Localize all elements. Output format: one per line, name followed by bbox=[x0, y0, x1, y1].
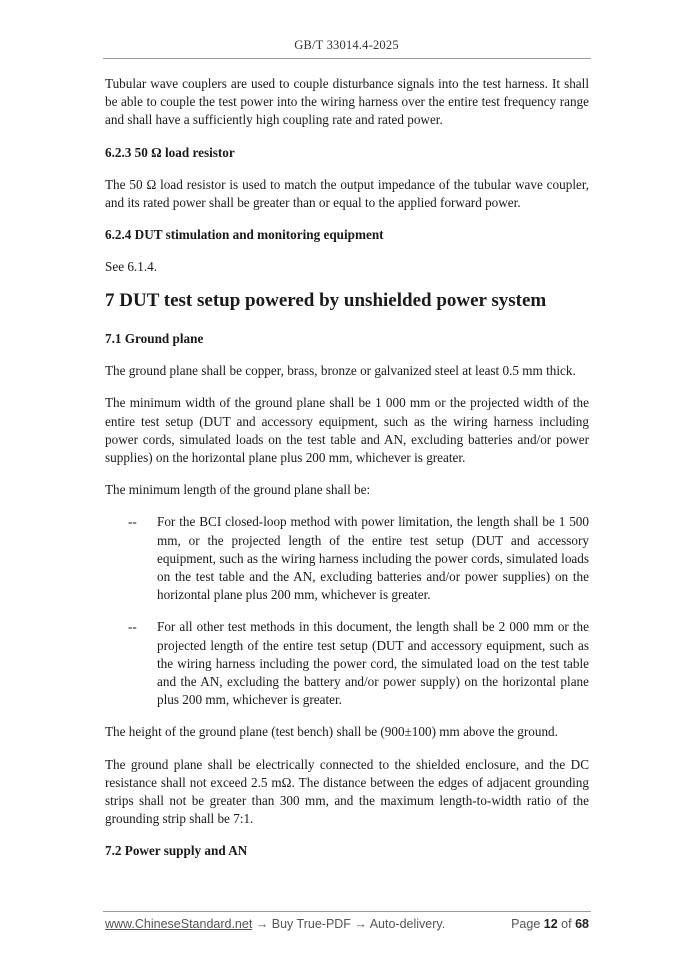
list-item bbox=[105, 513, 589, 604]
paragraph-ground-plane-width: The minimum width of the ground plane shall be 1 000 mm or the projected width of the entire test setup (DUT and accessory equipment, such as the wiring harness including power cords, simulated loads on the test table and AN, excluding batteries and/or power supplies) on the horizontal plane plus 200 mm, whichever is greater. bbox=[105, 395, 589, 466]
heading-section-7: 7 DUT test setup powered by unshielded power system bbox=[105, 290, 547, 312]
page-header: GB/T 33014.4-2025 bbox=[294, 38, 399, 52]
paragraph-see-6-1-4: See 6.1.4. bbox=[105, 259, 158, 275]
footer-promo bbox=[105, 917, 445, 931]
footer-divider bbox=[103, 911, 591, 912]
page-footer bbox=[105, 917, 589, 931]
page-body bbox=[105, 75, 589, 874]
list-item-text: For all other test methods in this document, the length shall be 2 000 mm or the projected length of the entire test setup (DUT and accessory equipment, such as the wiring harness including the power cord, the simulated load on the test table and the AN, excluding the battery and/or power supply) on the horizontal plane plus 200 mm, whichever is greater. bbox=[157, 619, 589, 708]
page-label: Page bbox=[511, 917, 541, 931]
heading-7-2: 7.2 Power supply and AN bbox=[105, 843, 248, 859]
paragraph-ground-plane-length-intro: The minimum length of the ground plane shall be: bbox=[105, 482, 371, 498]
list-marker: -- bbox=[128, 619, 137, 635]
page-of: of bbox=[561, 917, 572, 931]
list-marker: -- bbox=[128, 514, 137, 530]
heading-7-1: 7.1 Ground plane bbox=[105, 331, 204, 347]
list-item bbox=[105, 618, 589, 709]
page-current: 12 bbox=[543, 917, 558, 931]
paragraph-ground-plane-connection: The ground plane shall be electrically connected to the shielded enclosure, and the DC resistance shall not exceed 2.5 mΩ. The distance between the edges of adjacent grounding strips shall not be greater than 300 mm, and the maximum length-to-width ratio of the grounding strip shall be 7:1. bbox=[105, 756, 589, 827]
paragraph-tubular-couplers: Tubular wave couplers are used to couple disturbance signals into the test harness. It shall be able to couple the test power into the wiring harness over the entire test frequency range and shall have a sufficiently high coupling rate and rated power. bbox=[105, 76, 589, 128]
page-number bbox=[511, 917, 589, 931]
paragraph-load-resistor: The 50 Ω load resistor is used to match the output impedance of the tubular wave coupler, and its rated power shall be greater than or equal to the applied forward power. bbox=[105, 176, 589, 210]
heading-6-2-4: 6.2.4 DUT stimulation and monitoring equipment bbox=[105, 227, 384, 243]
chinesestandard-link[interactable]: www.ChineseStandard.net bbox=[105, 917, 253, 931]
page-total: 68 bbox=[575, 917, 589, 931]
list-item-text: For the BCI closed-loop method with power limitation, the length shall be 1 500 mm, or the projected length of the entire test setup (DUT and accessory equipment, such as the wiring harness including the power cords, simulated loads on the test table and the AN, excluding batteries and/or power supplies) on the horizontal plane plus 200 mm, whichever is greater. bbox=[157, 514, 589, 603]
header-divider bbox=[103, 58, 591, 59]
paragraph-ground-plane-height: The height of the ground plane (test bench) shall be (900±100) mm above the ground. bbox=[105, 724, 558, 740]
footer-promo-text: → Buy True-PDF → Auto-delivery. bbox=[252, 917, 446, 931]
heading-6-2-3: 6.2.3 50 Ω load resistor bbox=[105, 144, 235, 160]
paragraph-ground-plane-material: The ground plane shall be copper, brass, bronze or galvanized steel at least 0.5 mm thick. bbox=[105, 363, 576, 379]
